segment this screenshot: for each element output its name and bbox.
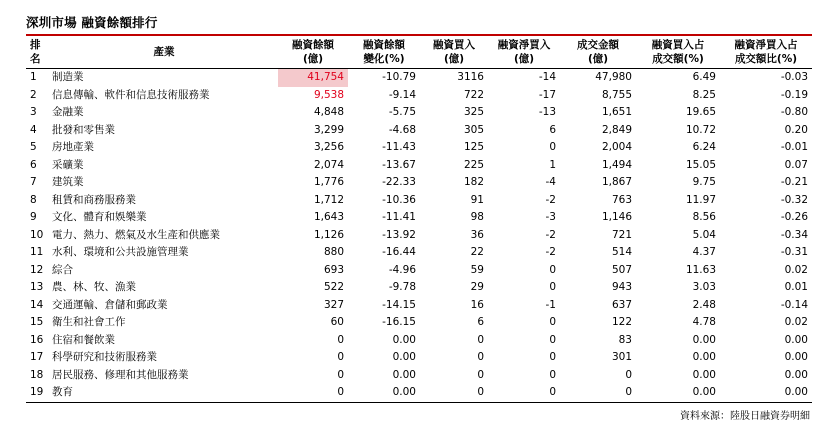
industry-cell: 金融業	[52, 106, 84, 118]
buy-share-cell: 2.48	[692, 298, 716, 311]
balance-change-cell: -9.78	[388, 281, 416, 293]
balance-change-cell: -9.14	[388, 88, 416, 101]
header-rank-line2: 名	[30, 53, 41, 65]
balance-change-cell: -11.41	[382, 211, 416, 223]
industry-cell: 電力、熱力、燃氣及水生產和供應業	[52, 228, 220, 241]
balance-change-cell: 0.00	[392, 368, 416, 381]
balance-cell: 0	[337, 351, 344, 363]
balance-change-cell: -16.44	[382, 246, 416, 258]
net-buy-share-cell: -0.34	[780, 228, 808, 241]
rank-cell: 13	[30, 281, 44, 293]
industry-cell: 交通運輸、倉儲和郵政業	[52, 298, 168, 311]
table-row	[26, 69, 812, 87]
buy-share-cell: 0.00	[636, 384, 720, 402]
balance-change-cell: -4.96	[388, 263, 416, 276]
buy-cell: 722	[463, 88, 484, 101]
net-buy-cell: -1	[545, 298, 556, 311]
buy-cell: 225	[463, 158, 484, 171]
balance-cell: 1,776	[313, 176, 344, 188]
table-row	[26, 297, 812, 315]
turnover-cell: 83	[618, 333, 632, 346]
rank-cell: 19	[26, 384, 50, 402]
table-row	[26, 157, 812, 175]
rank-cell: 2	[30, 88, 37, 101]
buy-cell: 91	[470, 193, 484, 206]
buy-cell: 0	[477, 368, 484, 381]
turnover-cell: 122	[611, 316, 632, 328]
header-buy	[420, 36, 488, 69]
buy-cell: 6	[477, 316, 484, 328]
net-buy-share-cell: 0.00	[784, 351, 808, 363]
rank-cell: 17	[30, 351, 44, 363]
net-buy-cell: 1	[549, 158, 556, 171]
balance-change-cell: -11.43	[382, 141, 416, 153]
buy-share-cell: 6.24	[692, 141, 716, 153]
buy-cell: 182	[463, 176, 484, 188]
net-buy-cell: 0	[549, 281, 556, 293]
header-balance	[278, 36, 348, 69]
table-row	[26, 384, 812, 402]
turnover-cell: 514	[611, 246, 632, 258]
industry-cell: 制造業	[52, 71, 84, 83]
buy-cell: 305	[463, 123, 484, 136]
table-row	[26, 314, 812, 332]
rank-cell: 6	[30, 158, 37, 171]
header-turnover	[560, 36, 636, 69]
net-buy-share-cell: 0.20	[784, 123, 808, 136]
rank-cell: 1	[30, 71, 37, 83]
balance-change-cell: -22.33	[382, 176, 416, 188]
rank-cell: 10	[30, 228, 44, 241]
industry-cell: 水利、環境和公共設施管理業	[52, 246, 189, 258]
header-balance-line1: 融資餘額	[292, 39, 334, 51]
net-buy-share-cell: -0.01	[780, 141, 808, 153]
turnover-cell: 2,849	[601, 123, 632, 136]
net-buy-cell: -2	[545, 246, 556, 258]
header-turnover-line1: 成交金額	[577, 39, 619, 51]
net-buy-share-cell: 0.00	[720, 384, 812, 402]
balance-change-cell: -14.15	[382, 298, 416, 311]
table-row	[26, 279, 812, 297]
turnover-cell: 47,980	[595, 71, 632, 83]
turnover-cell: 943	[611, 281, 632, 293]
header-turnover-line2: (億)	[587, 53, 609, 65]
net-buy-cell: 0	[549, 368, 556, 381]
header-balance-line2: (億)	[302, 53, 324, 65]
industry-cell: 教育	[50, 384, 278, 402]
net-buy-share-cell: 0.00	[784, 333, 808, 346]
industry-cell: 衛生和社會工作	[52, 316, 126, 328]
table-row	[26, 244, 812, 262]
table-header-row	[26, 36, 812, 69]
turnover-cell: 637	[611, 298, 632, 311]
header-balance-change	[348, 36, 420, 69]
balance-change-cell: 0.00	[392, 333, 416, 346]
report-page	[26, 14, 812, 422]
turnover-cell: 0	[625, 368, 632, 381]
buy-share-cell: 19.65	[685, 106, 716, 118]
net-buy-share-cell: -0.14	[780, 298, 808, 311]
buy-share-cell: 0.00	[692, 368, 716, 381]
buy-share-cell: 4.37	[692, 246, 716, 258]
header-buy-share-line1: 融資買入占	[651, 39, 705, 51]
table-row	[26, 174, 812, 192]
balance-cell: 1,126	[313, 228, 344, 241]
buy-cell: 325	[463, 106, 484, 118]
buy-cell: 36	[470, 228, 484, 241]
rank-cell: 15	[30, 316, 44, 328]
buy-share-cell: 8.56	[692, 211, 716, 223]
balance-change-cell: -13.67	[382, 158, 416, 171]
table-row	[26, 332, 812, 350]
header-net-buy-line2: (億)	[513, 53, 535, 65]
industry-cell: 科學研究和技術服務業	[52, 351, 157, 363]
buy-cell: 16	[470, 298, 484, 311]
balance-change-cell: -13.92	[382, 228, 416, 241]
balance-change-cell: -4.68	[388, 123, 416, 136]
rank-cell: 4	[30, 123, 37, 136]
balance-cell: 41,754	[278, 69, 348, 87]
buy-share-cell: 3.03	[692, 281, 716, 293]
balance-cell: 60	[330, 316, 344, 328]
turnover-cell: 721	[611, 228, 632, 241]
table-row	[26, 262, 812, 280]
header-rank-line1: 排	[30, 39, 41, 51]
balance-cell: 4,848	[313, 106, 344, 118]
table-row	[26, 227, 812, 245]
net-buy-share-cell: 0.01	[784, 281, 808, 293]
rank-cell: 18	[30, 368, 44, 381]
header-net-buy-line1: 融資淨買入	[497, 39, 551, 51]
balance-change-cell: -5.75	[388, 106, 416, 118]
balance-change-cell: -16.15	[382, 316, 416, 328]
industry-cell: 批發和零售業	[52, 123, 115, 136]
balance-cell: 2,074	[313, 158, 344, 171]
buy-cell: 59	[470, 263, 484, 276]
turnover-cell: 763	[611, 193, 632, 206]
net-buy-share-cell: -0.21	[780, 176, 808, 188]
balance-cell: 880	[323, 246, 344, 258]
net-buy-share-cell: 0.07	[784, 158, 808, 171]
net-buy-share-cell: -0.80	[780, 106, 808, 118]
buy-cell: 125	[463, 141, 484, 153]
industry-cell: 文化、體育和娛樂業	[52, 211, 147, 223]
buy-cell: 0	[477, 351, 484, 363]
balance-change-cell: -10.36	[382, 193, 416, 206]
buy-cell: 0	[420, 384, 488, 402]
buy-cell: 98	[470, 211, 484, 223]
header-industry: 產業	[50, 36, 278, 69]
rank-cell: 5	[30, 141, 37, 153]
buy-share-cell: 0.00	[692, 333, 716, 346]
balance-cell: 0	[337, 333, 344, 346]
rank-cell: 3	[30, 106, 37, 118]
net-buy-cell: 0	[549, 333, 556, 346]
balance-change-cell: -10.79	[382, 71, 416, 83]
buy-share-cell: 15.05	[685, 158, 716, 171]
rank-cell: 8	[30, 193, 37, 206]
turnover-cell: 1,651	[601, 106, 632, 118]
balance-cell: 3,256	[313, 141, 344, 153]
industry-cell: 住宿和餐飲業	[52, 333, 115, 346]
turnover-cell: 507	[611, 263, 632, 276]
net-buy-cell: -17	[538, 88, 556, 101]
rank-cell: 14	[30, 298, 44, 311]
header-net-buy-share-line2: 成交額比(%)	[734, 53, 798, 65]
margin-balance-table	[26, 36, 812, 403]
report-title: 深圳市場 融資餘額排行	[26, 15, 158, 30]
buy-share-cell: 11.97	[685, 193, 716, 206]
buy-share-cell: 11.63	[685, 263, 716, 276]
table-row	[26, 122, 812, 140]
header-buy-share	[636, 36, 720, 69]
header-net-buy-share-line1: 融資淨買入占	[734, 39, 798, 51]
balance-cell: 3,299	[313, 123, 344, 136]
header-net-buy	[488, 36, 560, 69]
rank-cell: 7	[30, 176, 37, 188]
net-buy-share-cell: -0.31	[780, 246, 808, 258]
net-buy-cell: -3	[545, 211, 556, 223]
table-body	[26, 69, 812, 403]
buy-share-cell: 10.72	[685, 123, 716, 136]
net-buy-cell: 0	[549, 141, 556, 153]
rank-cell: 9	[30, 211, 37, 223]
net-buy-share-cell: -0.26	[780, 211, 808, 223]
net-buy-share-cell: -0.03	[780, 71, 808, 83]
buy-cell: 29	[470, 281, 484, 293]
buy-share-cell: 4.78	[692, 316, 716, 328]
rank-cell: 12	[30, 263, 44, 276]
table-row	[26, 192, 812, 210]
table-row	[26, 209, 812, 227]
industry-cell: 采礦業	[52, 158, 84, 171]
net-buy-cell: -14	[538, 71, 556, 83]
balance-cell: 327	[323, 298, 344, 311]
balance-cell: 1,643	[313, 211, 344, 223]
rank-cell: 16	[30, 333, 44, 346]
buy-cell: 3116	[457, 71, 484, 83]
table-row	[26, 87, 812, 105]
net-buy-cell: -4	[545, 176, 556, 188]
net-buy-cell: 0	[549, 316, 556, 328]
table-row	[26, 139, 812, 157]
net-buy-cell: -2	[545, 193, 556, 206]
turnover-cell: 8,755	[601, 88, 632, 101]
industry-cell: 居民服務、修理和其他服務業	[52, 368, 189, 381]
header-net-buy-share	[720, 36, 812, 69]
buy-share-cell: 8.25	[692, 88, 716, 101]
buy-share-cell: 0.00	[692, 351, 716, 363]
buy-share-cell: 5.04	[692, 228, 716, 241]
balance-change-cell: 0.00	[392, 351, 416, 363]
buy-share-cell: 6.49	[692, 71, 716, 83]
turnover-cell: 0	[560, 384, 636, 402]
balance-cell: 9,538	[313, 88, 344, 101]
table-row	[26, 104, 812, 122]
net-buy-cell: 0	[549, 263, 556, 276]
table-row	[26, 349, 812, 367]
header-buy-line1: 融資買入	[433, 39, 475, 51]
header-rank	[26, 36, 50, 69]
balance-cell: 0	[337, 368, 344, 381]
net-buy-cell: -2	[545, 228, 556, 241]
net-buy-share-cell: -0.32	[780, 193, 808, 206]
rank-cell: 11	[30, 246, 44, 258]
buy-share-cell: 9.75	[692, 176, 716, 188]
net-buy-share-cell: 0.00	[784, 368, 808, 381]
net-buy-cell: 6	[549, 123, 556, 136]
balance-change-cell: 0.00	[348, 384, 420, 402]
buy-cell: 22	[470, 246, 484, 258]
industry-cell: 綜合	[52, 263, 73, 276]
net-buy-cell: 0	[488, 384, 560, 402]
net-buy-share-cell: 0.02	[784, 263, 808, 276]
turnover-cell: 301	[611, 351, 632, 363]
turnover-cell: 1,494	[601, 158, 632, 171]
balance-cell: 1,712	[313, 193, 344, 206]
table-row	[26, 367, 812, 385]
industry-cell: 信息傳輸、軟件和信息技術服務業	[52, 88, 210, 101]
net-buy-share-cell: 0.02	[784, 316, 808, 328]
header-buy-share-line2: 成交額(%)	[652, 53, 704, 65]
header-balance-change-line1: 融資餘額	[363, 39, 405, 51]
balance-cell: 693	[323, 263, 344, 276]
buy-cell: 0	[477, 333, 484, 346]
source-note: 資料來源：陸股日融資券明細	[680, 410, 810, 422]
net-buy-share-cell: -0.19	[780, 88, 808, 101]
industry-cell: 農、林、牧、漁業	[52, 281, 136, 293]
turnover-cell: 2,004	[601, 141, 632, 153]
header-buy-line2: (億)	[443, 53, 465, 65]
industry-cell: 房地產業	[52, 141, 94, 153]
industry-cell: 建筑業	[52, 176, 84, 188]
balance-cell: 522	[323, 281, 344, 293]
net-buy-cell: -13	[538, 106, 556, 118]
turnover-cell: 1,146	[601, 211, 632, 223]
net-buy-cell: 0	[549, 351, 556, 363]
turnover-cell: 1,867	[601, 176, 632, 188]
industry-cell: 租賃和商務服務業	[52, 193, 136, 206]
balance-cell: 0	[278, 384, 348, 402]
header-balance-change-line2: 變化(%)	[363, 53, 405, 65]
